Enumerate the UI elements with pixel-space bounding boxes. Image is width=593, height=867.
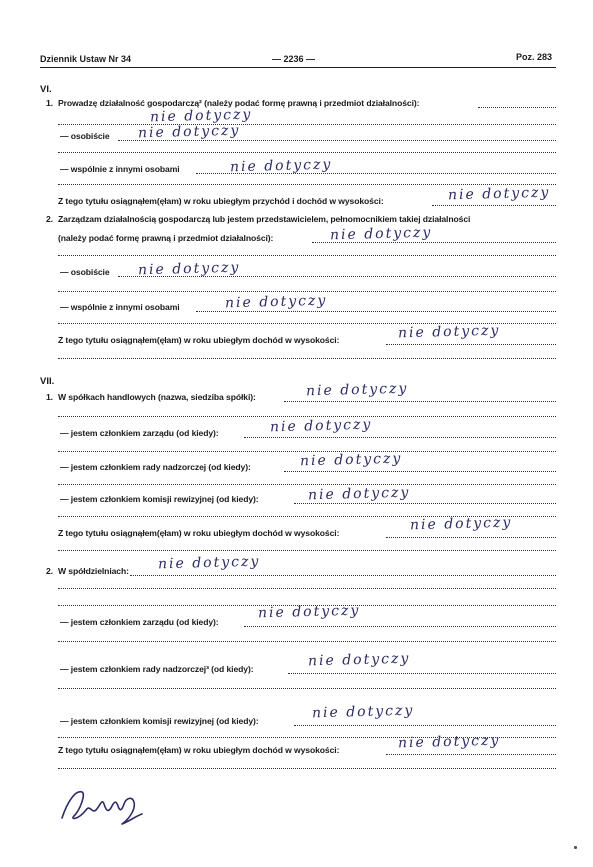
vii-q1-audit-answer: nie dotyczy (307, 484, 411, 504)
vii-q1-board-label: — jestem członkiem zarządu (od kiedy): (60, 428, 219, 438)
dotted-line (284, 471, 556, 472)
vi-q2-personal-label: — osobiście (60, 267, 110, 277)
dotted-line (284, 401, 556, 402)
dotted-line (58, 358, 556, 359)
vi-q1-question: Prowadzę działalność gospodarczą² (należy podać formę prawną i przedmiot działalności): (58, 98, 420, 108)
vii-q1-question: W spółkach handlowych (nazwa, siedziba spółki): (58, 392, 256, 402)
dotted-line (432, 205, 556, 206)
dotted-line (58, 184, 556, 185)
vii-q2-income-label: Z tego tytułu osiągnąłem(ęłam) w roku ubiegłym dochód w wysokości: (58, 745, 340, 755)
vii-q2-audit-answer: nie dotyczy (311, 702, 415, 722)
vii-q2-supervisory-answer: nie dotyczy (307, 650, 411, 670)
scan-mark (574, 846, 577, 849)
vi-q2-joint-answer: nie dotyczy (224, 292, 328, 312)
dotted-line (58, 416, 556, 417)
vi-q2-personal-answer: nie dotyczy (137, 259, 241, 279)
vi-q2-income-label: Z tego tytułu osiągnąłem(ęłam) w roku ubiegłym dochód w wysokości: (58, 335, 340, 345)
vi-q1-joint-answer: nie dotyczy (229, 156, 333, 176)
vii-q2-number: 2. (46, 566, 53, 576)
dotted-line (244, 626, 556, 627)
vi-q2-answer: nie dotyczy (329, 224, 433, 244)
vii-q2-board-answer: nie dotyczy (257, 602, 361, 622)
dotted-line (58, 124, 556, 125)
dotted-line (58, 484, 556, 485)
vii-q1-supervisory-answer: nie dotyczy (299, 450, 403, 470)
dotted-line (294, 503, 556, 504)
dotted-line (288, 673, 556, 674)
dotted-line (294, 725, 556, 726)
dotted-line (58, 291, 556, 292)
header-page-number: — 2236 — (272, 54, 316, 64)
header-rule (40, 67, 556, 68)
dotted-line (386, 537, 556, 538)
dotted-line (58, 152, 556, 153)
vii-q1-answer: nie dotyczy (305, 380, 409, 400)
dotted-line (130, 575, 556, 576)
vii-q2-supervisory-label: — jestem członkiem rady nadzorczej³ (od kiedy): (60, 664, 254, 674)
dotted-line (244, 437, 556, 438)
dotted-line (386, 754, 556, 755)
vii-q1-number: 1. (46, 392, 53, 402)
vii-q1-income-answer: nie dotyczy (409, 514, 513, 534)
vii-q2-board-label: — jestem członkiem zarządu (od kiedy): (60, 617, 219, 627)
dotted-line (58, 451, 556, 452)
vii-q1-audit-label: — jestem członkiem komisji rewizyjnej (od kiedy): (60, 494, 259, 504)
vi-q2-question-line1: Zarządzam działalnością gospodarczą lub jestem przedstawicielem, pełnomocnikiem takiej działalności (58, 214, 471, 224)
dotted-line (196, 311, 556, 312)
signature-scribble (58, 780, 148, 830)
header-position: Poz. 283 (516, 52, 553, 62)
vii-q1-board-answer: nie dotyczy (269, 416, 373, 436)
vii-q2-audit-label: — jestem członkiem komisji rewizyjnej (od kiedy): (60, 716, 259, 726)
vi-q2-joint-label: — wspólnie z innymi osobami (60, 302, 180, 312)
vi-q1-personal-answer: nie dotyczy (137, 122, 241, 142)
vi-q1-income-answer: nie dotyczy (447, 184, 551, 204)
dotted-line (58, 641, 556, 642)
dotted-line (58, 768, 556, 769)
vi-q1-income-label: Z tego tytułu osiągnąłem(ęłam) w roku ubiegłym przychód i dochód w wysokości: (58, 196, 384, 206)
vii-q2-answer: nie dotyczy (157, 553, 261, 573)
section-vii-label: VII. (40, 376, 55, 387)
section-vi-label: VI. (40, 84, 52, 95)
vi-q1-joint-label: — wspólnie z innymi osobami (60, 164, 180, 174)
vii-q1-supervisory-label: — jestem członkiem rady nadzorczej (od kiedy): (60, 462, 251, 472)
vi-q2-question-line2: (należy podać formę prawną i przedmiot działalności): (58, 233, 274, 243)
vi-q2-income-answer: nie dotyczy (397, 322, 501, 342)
signature (58, 780, 148, 830)
dotted-line (58, 550, 556, 551)
vi-q1-answer: nie dotyczy (149, 106, 253, 126)
dotted-line (58, 588, 556, 589)
vii-q1-income-label: Z tego tytułu osiągnąłem(ęłam) w roku ubiegłym dochód w wysokości: (58, 528, 340, 538)
vii-q2-question: W spółdzielniach: (58, 566, 129, 576)
vi-q2-number: 2. (46, 214, 53, 224)
vi-q1-number: 1. (46, 98, 53, 108)
dotted-line (58, 688, 556, 689)
dotted-line (478, 107, 556, 108)
vi-q1-personal-label: — osobiście (60, 131, 110, 141)
vii-q2-income-answer: nie dotyczy (397, 732, 501, 752)
dotted-line (386, 344, 556, 345)
header-journal: Dziennik Ustaw Nr 34 (40, 54, 132, 64)
dotted-line (58, 255, 556, 256)
